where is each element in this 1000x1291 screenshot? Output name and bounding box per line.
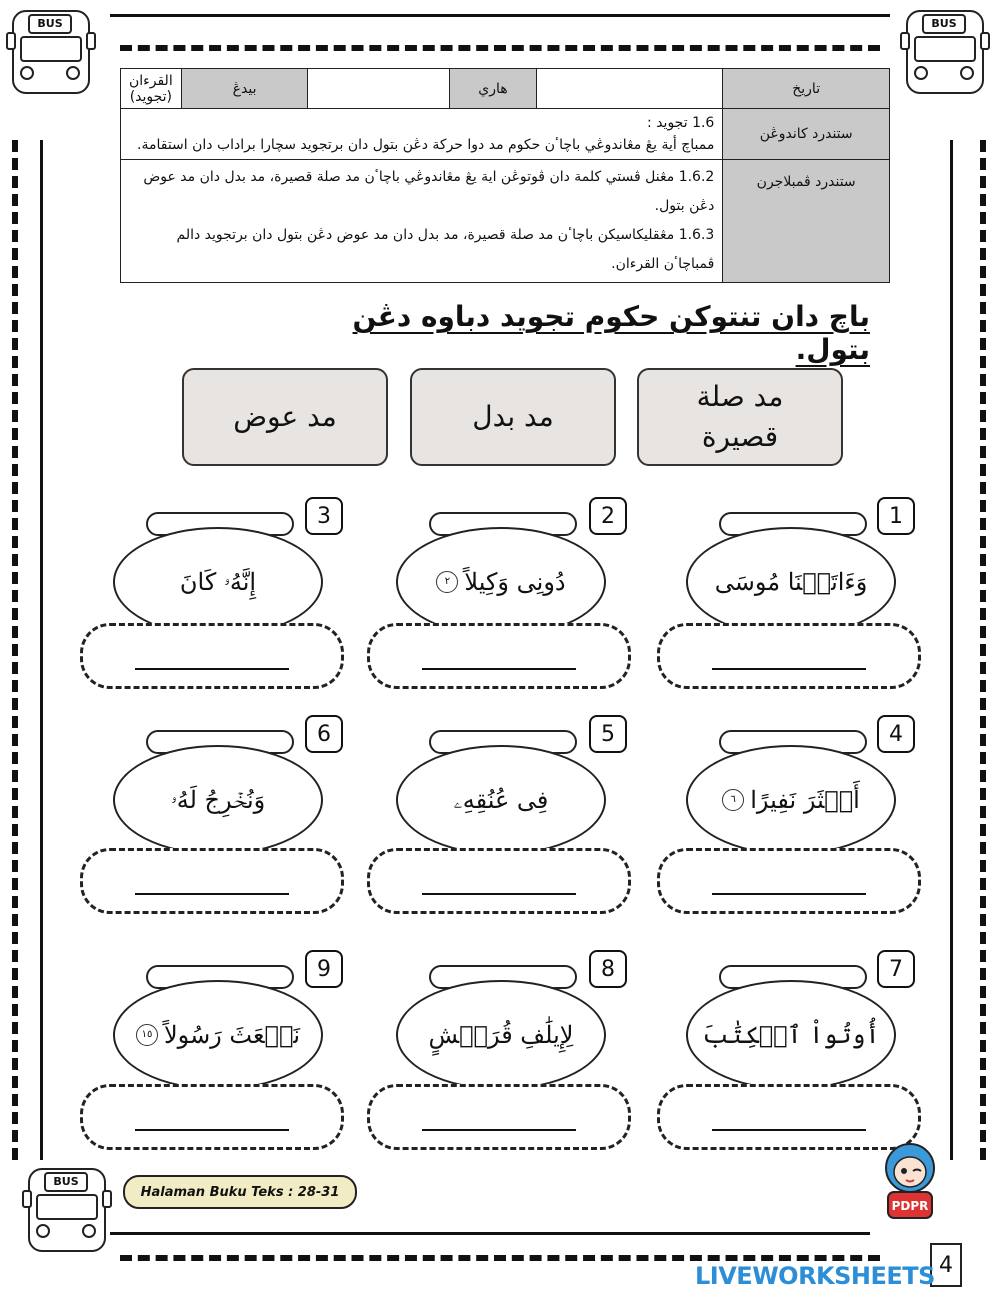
answer-field-3[interactable] (80, 623, 344, 689)
ayah-number-icon: ٢ (436, 571, 458, 593)
item-number: 5 (589, 715, 627, 753)
pot-item-5 (396, 730, 606, 855)
bus-icon: BUS (900, 4, 988, 99)
pot-item-2 (396, 512, 606, 637)
top-road-dashes (120, 45, 880, 51)
item-number: 4 (877, 715, 915, 753)
ayah-text: وَنُخۡرِجُ لَهُۥ (170, 786, 266, 814)
right-road-dashes (980, 140, 986, 1160)
liveworksheets-watermark: LIVEWORKSHEETS (695, 1262, 935, 1290)
answer-field-5[interactable] (367, 848, 631, 914)
bidang-label: بيدڠ (181, 69, 308, 109)
tarikh-label: تاريخ (723, 69, 890, 109)
ayah-text: نَبۡعَثَ رَسُولاً (163, 1021, 301, 1049)
item-number: 3 (305, 497, 343, 535)
left-road-line (40, 140, 43, 1160)
bottom-road-line (110, 1232, 870, 1235)
answer-field-2[interactable] (367, 623, 631, 689)
left-road-dashes (12, 140, 18, 1160)
item-number: 8 (589, 950, 627, 988)
instruction-title: باچ دان تنتوكن حكوم تجويد دباوه دڠن بتول. (352, 300, 870, 366)
teacher-avatar-icon (878, 1140, 942, 1240)
answer-field-9[interactable] (80, 1084, 344, 1150)
bottom-road-dashes (120, 1255, 880, 1261)
pot-item-9 (113, 965, 323, 1090)
tarikh-value[interactable] (536, 69, 722, 109)
ayah-number-icon: ٦ (722, 789, 744, 811)
pot-item-1 (686, 512, 896, 637)
ayah-text: لِإِيلَٰفِ قُرَيۡشٍ (428, 1021, 574, 1049)
std-pembelajaran-text: 1.6.2 مڠنل ڤستي كلمة دان ڤوتوڠن اية يڠ مڠاندوڠي باچاٴن مد صلة قصيرة، مد بدل دان مد عوض دڠن بتول. 1.6.3 مڠقليكاسيكن باچاٴن مد صلة قصيرة، مد بدل دان مد عوض دڠن بتول دان برتجويد دالم ڤمباچاٴن القرءان. (121, 160, 723, 283)
answer-field-4[interactable] (657, 848, 921, 914)
hari-label: هاري (450, 69, 537, 109)
ayah-text: أُوتُواْ ٱلۡكِتَٰبَ (702, 1021, 880, 1049)
bus-icon: BUS (22, 1162, 110, 1257)
pot-item-7 (686, 965, 896, 1090)
ayah-text: أَكۡثَرَ نَفِيرًا (750, 786, 860, 814)
pot-item-6 (113, 730, 323, 855)
sticker-text: PDPR (891, 1199, 929, 1213)
answer-field-8[interactable] (367, 1084, 631, 1150)
answer-field-6[interactable] (80, 848, 344, 914)
std-kandungan-text: 1.6 تجويد : ممباچ أية يڠ مڠاندوڠي باچاٴن حكوم مد دوا حركة دڠن بتول دان برتجويد سچارا براداب دان استقامة. (121, 109, 723, 160)
option-mad-badal: مد بدل (410, 368, 616, 466)
item-number: 7 (877, 950, 915, 988)
item-number: 2 (589, 497, 627, 535)
std-pembelajaran-label: ستندرد ڤمبلاجرن (723, 160, 890, 283)
item-number: 9 (305, 950, 343, 988)
bidang-value: القرءان (تجويد) (121, 69, 182, 109)
top-road-line (110, 14, 890, 17)
pot-item-8 (396, 965, 606, 1090)
item-number: 6 (305, 715, 343, 753)
item-number: 1 (877, 497, 915, 535)
page-number: 4 (930, 1243, 962, 1287)
ayah-text: فِى عُنُقِهِۦ (453, 786, 549, 814)
ayah-text: إِنَّهُۥ كَانَ (179, 568, 257, 596)
std-kandungan-label: ستندرد كاندوڠن (723, 109, 890, 160)
ayah-text: وَءَاتَيۡنَا مُوسَى (714, 568, 868, 596)
textbook-page-badge: Halaman Buku Teks : 28-31 (123, 1175, 357, 1209)
hari-value[interactable] (308, 69, 450, 109)
option-mad-silah-qasirah: مد صلة قصيرة (637, 368, 843, 466)
ayah-number-icon: ١٥ (136, 1024, 158, 1046)
option-mad-iwad: مد عوض (182, 368, 388, 466)
pot-item-4 (686, 730, 896, 855)
ayah-text: دُونِى وَكِيلاً (464, 568, 566, 596)
bus-icon: BUS (6, 4, 94, 99)
answer-field-1[interactable] (657, 623, 921, 689)
pot-item-3 (113, 512, 323, 637)
header-table (120, 68, 890, 283)
right-road-line (950, 140, 953, 1160)
